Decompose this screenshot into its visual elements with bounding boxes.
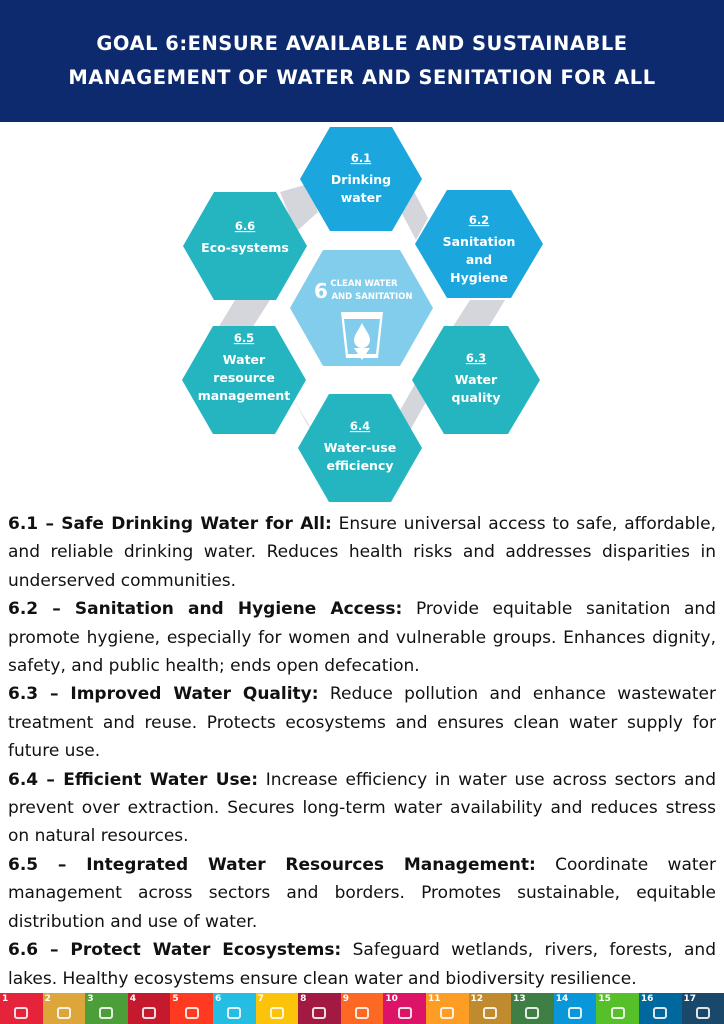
sdg-goal-tile-13 bbox=[511, 993, 554, 1024]
target-6-1-line-1: Drinking bbox=[330, 172, 392, 187]
target-heading: 6.1 – Safe Drinking Water for All: bbox=[8, 514, 332, 534]
sdg-goal-tile-12 bbox=[469, 993, 512, 1024]
target-6-3-line-1: Water bbox=[454, 372, 498, 387]
sdg-goal-number: 17 bbox=[683, 994, 697, 1004]
target-6-1-line-2: water bbox=[340, 190, 382, 205]
target-hexagon-6-5 bbox=[182, 326, 306, 434]
target-6-3-number: 6.3 bbox=[465, 351, 487, 365]
sdg-goals-strip bbox=[0, 993, 724, 1024]
sdg-goal-number: 7 bbox=[257, 994, 264, 1004]
sdg-goal-number: 5 bbox=[172, 994, 179, 1004]
target-6-1-number: 6.1 bbox=[350, 151, 372, 165]
target-paragraph-6-5 bbox=[8, 851, 716, 936]
target-heading: 6.5 – Integrated Water Resources Management: bbox=[8, 854, 536, 875]
target-paragraph-6-1 bbox=[8, 510, 716, 595]
sdg-goal-icon bbox=[483, 1007, 497, 1019]
connector-2-3 bbox=[452, 300, 505, 328]
target-6-4-line-1: Water-use bbox=[323, 440, 397, 455]
sdg-goal-number: 9 bbox=[342, 994, 350, 1004]
sdg-goal-icon bbox=[142, 1007, 156, 1019]
sdg-goal-number: 4 bbox=[129, 994, 137, 1004]
sdg-goal-tile-14 bbox=[554, 993, 597, 1024]
target-body: Increase efficiency in water use across sectors and prevent over extraction. Secures long-term water availability and reduces stress on natural resources. bbox=[8, 769, 716, 847]
sdg-goal-tile-6 bbox=[213, 993, 256, 1024]
sdg-goal-icon bbox=[440, 1007, 454, 1019]
target-paragraph-6-6 bbox=[8, 936, 716, 993]
sdg-goal-tile-17 bbox=[682, 993, 724, 1024]
sdg-goal-tile-10 bbox=[383, 993, 426, 1024]
connector-5-6 bbox=[218, 300, 270, 328]
page-header bbox=[0, 0, 724, 122]
page-title-line-1: GOAL 6:ENSURE AVAILABLE AND SUSTAINABLE bbox=[96, 32, 628, 55]
sdg-goal-tile-3 bbox=[85, 993, 128, 1024]
target-6-4-number: 6.4 bbox=[349, 419, 371, 433]
sdg-goal-tile-11 bbox=[426, 993, 469, 1024]
sdg-goal-number: 1 bbox=[2, 994, 9, 1004]
target-body: Safeguard wetlands, rivers, forests, and lakes. Healthy ecosystems ensure clean water and biodiversity resilience. bbox=[8, 940, 716, 989]
sdg6-targets-diagram bbox=[0, 122, 724, 506]
sdg-goal-icon bbox=[270, 1007, 284, 1019]
sdg-goal-tile-5 bbox=[170, 993, 213, 1024]
target-6-5-line-1: Water bbox=[222, 352, 266, 367]
sdg-goal-icon bbox=[312, 1007, 326, 1019]
target-body: Reduce pollution and enhance wastewater treatment and reuse. Protects ecosystems and ensures clean water supply for future use. bbox=[8, 684, 716, 762]
sdg-goal-icon bbox=[696, 1007, 710, 1019]
target-6-2-number: 6.2 bbox=[468, 213, 490, 227]
target-heading: 6.4 – Efficient Water Use: bbox=[8, 769, 258, 790]
sdg-goal-icon bbox=[525, 1007, 539, 1019]
sdg-goal-icon bbox=[398, 1007, 412, 1019]
sdg-goal-tile-1 bbox=[0, 993, 43, 1024]
sdg-goal-icon bbox=[653, 1007, 667, 1019]
sdg-goal-tile-8 bbox=[298, 993, 341, 1024]
page-title-line-2: MANAGEMENT OF WATER AND SENITATION FOR ALL bbox=[68, 66, 656, 89]
target-hexagon-6-2 bbox=[415, 190, 543, 298]
sdg-goal-number: 15 bbox=[598, 994, 611, 1004]
target-heading: 6.2 – Sanitation and Hygiene Access: bbox=[8, 599, 403, 620]
target-6-3-line-2: quality bbox=[451, 390, 501, 405]
target-heading: 6.3 – Improved Water Quality: bbox=[8, 684, 319, 705]
sdg-goal-icon bbox=[355, 1007, 369, 1019]
target-body: Ensure universal access to safe, affordable, and reliable drinking water. Reduces health risks and addresses disparities in underserved communities. bbox=[8, 514, 716, 591]
sdg-goal-tile-15 bbox=[596, 993, 639, 1024]
sdg-goal-tile-16 bbox=[639, 993, 682, 1024]
target-paragraph-6-4 bbox=[8, 766, 716, 851]
target-6-2-line-3: Hygiene bbox=[450, 270, 508, 285]
sdg-goal-icon bbox=[568, 1007, 582, 1019]
sdg-goal-number: 6 bbox=[214, 994, 222, 1004]
sdg-goal-tile-2 bbox=[43, 993, 86, 1024]
target-body: Coordinate water management across sectors and borders. Promotes sustainable, equitable distribution and use of water. bbox=[8, 854, 716, 932]
sdg-goal-number: 11 bbox=[427, 994, 441, 1004]
sdg-goal-number: 12 bbox=[470, 994, 484, 1004]
center-goal-title-1: CLEAN WATER bbox=[330, 279, 398, 289]
center-goal-number: 6 bbox=[314, 279, 328, 303]
sdg-goal-tile-9 bbox=[341, 993, 384, 1024]
sdg-goal-icon bbox=[99, 1007, 113, 1019]
target-6-5-line-3: management bbox=[197, 388, 291, 403]
center-goal-title-2: AND SANITATION bbox=[331, 292, 413, 302]
sdg-goal-number: 3 bbox=[87, 994, 94, 1004]
sdg-goal-number: 8 bbox=[300, 994, 307, 1004]
target-paragraph-6-3 bbox=[8, 680, 716, 765]
target-paragraph-6-2 bbox=[8, 595, 716, 680]
target-6-2-line-2: and bbox=[465, 252, 493, 267]
sdg-goal-tile-7 bbox=[256, 993, 299, 1024]
target-6-2-line-1: Sanitation bbox=[442, 234, 516, 249]
sdg-goal-icon bbox=[57, 1007, 71, 1019]
sdg-goal-number: 13 bbox=[513, 994, 526, 1004]
target-6-5-line-2: resource bbox=[213, 370, 275, 385]
sdg-goal-number: 10 bbox=[385, 994, 398, 1004]
target-6-5-number: 6.5 bbox=[233, 331, 255, 345]
sdg-goal-number: 14 bbox=[555, 994, 569, 1004]
sdg-goal-icon bbox=[14, 1007, 28, 1019]
target-body: Provide equitable sanitation and promote hygiene, especially for women and vulnerable groups. Enhances dignity, safety, and public health; ends open defecation. bbox=[8, 599, 716, 677]
sdg-goal-number: 2 bbox=[44, 994, 51, 1004]
water-glass-icon bbox=[341, 312, 383, 360]
sdg-goal-icon bbox=[227, 1007, 241, 1019]
sdg-goal-icon bbox=[185, 1007, 199, 1019]
sdg-goal-tile-4 bbox=[128, 993, 171, 1024]
target-6-6-number: 6.6 bbox=[234, 219, 256, 233]
target-heading: 6.6 – Protect Water Ecosystems: bbox=[8, 940, 342, 961]
targets-description bbox=[8, 510, 716, 993]
sdg-goal-number: 16 bbox=[640, 994, 654, 1004]
target-6-4-line-2: efficiency bbox=[326, 458, 394, 473]
target-hexagon-6-3 bbox=[412, 326, 540, 434]
sdg-goal-icon bbox=[611, 1007, 625, 1019]
target-6-6-line-1: Eco-systems bbox=[201, 240, 289, 255]
